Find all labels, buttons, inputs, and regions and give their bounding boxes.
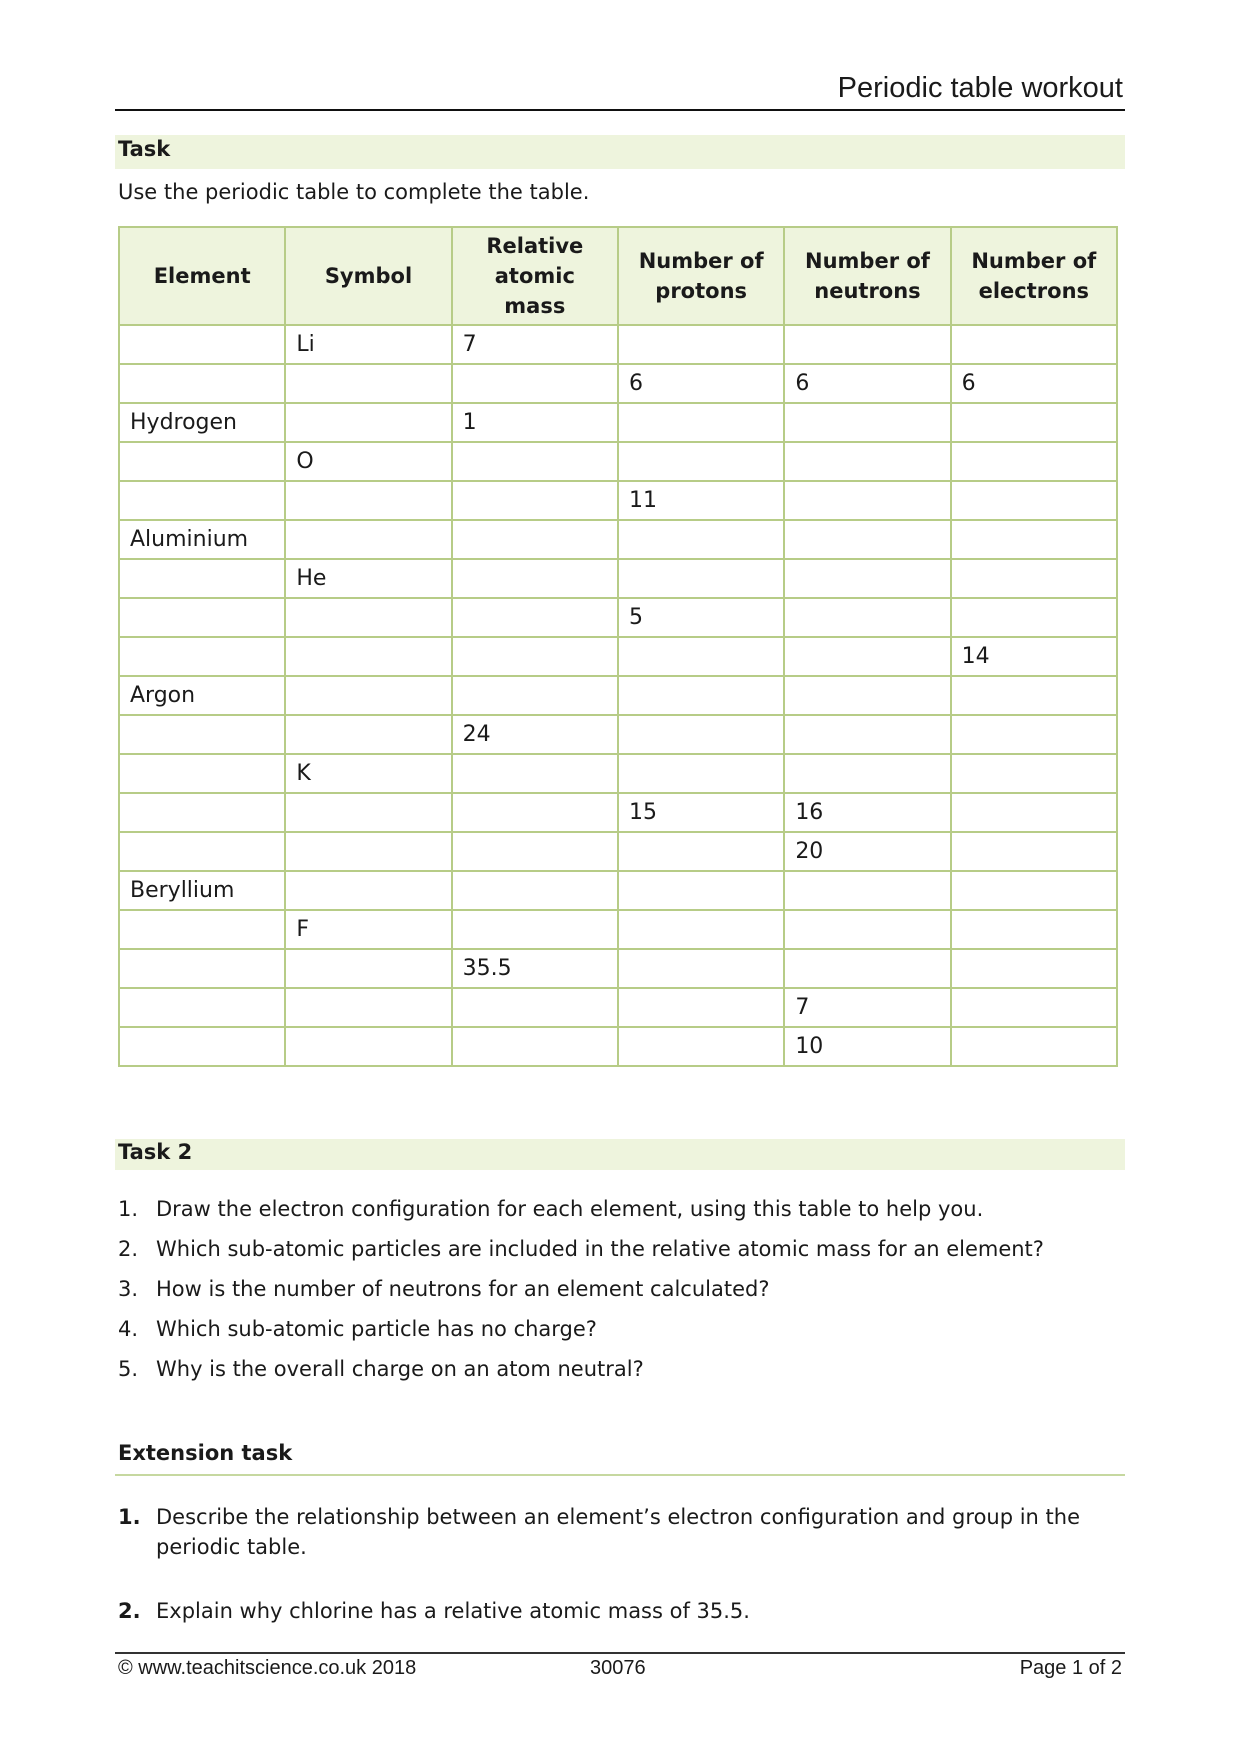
cell-electrons <box>951 988 1117 1027</box>
cell-neutrons <box>784 949 950 988</box>
cell-symbol <box>285 520 451 559</box>
extension-question-list <box>118 1502 1118 1660</box>
question-item <box>118 1354 1118 1384</box>
cell-electrons <box>951 325 1117 364</box>
cell-relative-atomic-mass <box>452 676 618 715</box>
cell-neutrons <box>784 325 950 364</box>
cell-relative-atomic-mass <box>452 481 618 520</box>
cell-relative-atomic-mass <box>452 442 618 481</box>
cell-electrons <box>951 910 1117 949</box>
cell-protons: 6 <box>618 364 784 403</box>
cell-symbol: Li <box>285 325 451 364</box>
question-text: Why is the overall charge on an atom neutral? <box>156 1357 644 1381</box>
cell-relative-atomic-mass: 35.5 <box>452 949 618 988</box>
cell-relative-atomic-mass <box>452 793 618 832</box>
cell-protons <box>618 832 784 871</box>
question-number: 5. <box>118 1357 139 1381</box>
question-number: 2. <box>118 1237 139 1261</box>
question-text: How is the number of neutrons for an element calculated? <box>156 1277 770 1301</box>
extension-heading: Extension task <box>118 1441 293 1465</box>
cell-neutrons <box>784 676 950 715</box>
table-row <box>119 403 1117 442</box>
cell-protons <box>618 559 784 598</box>
table-row <box>119 949 1117 988</box>
cell-neutrons <box>784 559 950 598</box>
cell-electrons <box>951 832 1117 871</box>
cell-element: Aluminium <box>119 520 285 559</box>
cell-element <box>119 442 285 481</box>
cell-protons: 15 <box>618 793 784 832</box>
cell-neutrons <box>784 598 950 637</box>
table-row <box>119 481 1117 520</box>
cell-element <box>119 364 285 403</box>
cell-element <box>119 832 285 871</box>
cell-symbol <box>285 637 451 676</box>
cell-element <box>119 481 285 520</box>
page-title: Periodic table workout <box>837 72 1123 104</box>
cell-relative-atomic-mass <box>452 871 618 910</box>
cell-electrons <box>951 520 1117 559</box>
cell-relative-atomic-mass <box>452 988 618 1027</box>
cell-relative-atomic-mass <box>452 520 618 559</box>
cell-relative-atomic-mass <box>452 559 618 598</box>
cell-element <box>119 559 285 598</box>
cell-element <box>119 949 285 988</box>
cell-symbol <box>285 949 451 988</box>
cell-relative-atomic-mass <box>452 364 618 403</box>
cell-electrons <box>951 442 1117 481</box>
cell-neutrons <box>784 520 950 559</box>
question-number: 3. <box>118 1277 139 1301</box>
cell-relative-atomic-mass <box>452 637 618 676</box>
cell-relative-atomic-mass <box>452 1027 618 1066</box>
table-row <box>119 910 1117 949</box>
column-header-protons: Number of protons <box>618 227 784 325</box>
question-number: 2. <box>118 1599 141 1623</box>
cell-electrons <box>951 559 1117 598</box>
cell-relative-atomic-mass <box>452 832 618 871</box>
cell-symbol: O <box>285 442 451 481</box>
question-text: Describe the relationship between an element’s electron configuration and group in the periodic table. <box>156 1505 1081 1559</box>
table-row <box>119 520 1117 559</box>
cell-protons <box>618 403 784 442</box>
cell-element <box>119 988 285 1027</box>
question-item <box>118 1234 1118 1264</box>
column-header-neutrons: Number of neutrons <box>784 227 950 325</box>
cell-electrons: 6 <box>951 364 1117 403</box>
cell-protons <box>618 442 784 481</box>
cell-symbol: K <box>285 754 451 793</box>
column-header-symbol: Symbol <box>285 227 451 325</box>
column-header-relative-atomic-mass: Relative atomic mass <box>452 227 618 325</box>
task2-heading: Task 2 <box>118 1140 193 1164</box>
table-row <box>119 637 1117 676</box>
question-number: 1. <box>118 1505 141 1529</box>
cell-element <box>119 715 285 754</box>
cell-symbol <box>285 1027 451 1066</box>
column-header-element: Element <box>119 227 285 325</box>
table-row <box>119 832 1117 871</box>
cell-element <box>119 598 285 637</box>
question-text: Which sub-atomic particle has no charge? <box>156 1317 597 1341</box>
cell-protons <box>618 520 784 559</box>
cell-neutrons <box>784 754 950 793</box>
cell-symbol: He <box>285 559 451 598</box>
footer-resource-code: 30076 <box>590 1657 646 1679</box>
cell-relative-atomic-mass <box>452 598 618 637</box>
cell-element <box>119 754 285 793</box>
extension-divider <box>115 1474 1125 1476</box>
cell-element: Hydrogen <box>119 403 285 442</box>
cell-element: Beryllium <box>119 871 285 910</box>
cell-electrons <box>951 676 1117 715</box>
cell-symbol: F <box>285 910 451 949</box>
cell-neutrons: 16 <box>784 793 950 832</box>
cell-protons <box>618 715 784 754</box>
cell-electrons <box>951 1027 1117 1066</box>
cell-electrons <box>951 403 1117 442</box>
task2-question-list <box>118 1194 1118 1394</box>
footer-page-number: Page 1 of 2 <box>1019 1657 1122 1679</box>
cell-element <box>119 910 285 949</box>
cell-electrons <box>951 481 1117 520</box>
table-row <box>119 559 1117 598</box>
cell-symbol <box>285 715 451 754</box>
cell-protons <box>618 910 784 949</box>
table-row <box>119 988 1117 1027</box>
cell-neutrons: 20 <box>784 832 950 871</box>
title-divider <box>115 109 1125 111</box>
cell-neutrons: 7 <box>784 988 950 1027</box>
cell-neutrons: 6 <box>784 364 950 403</box>
cell-electrons: 14 <box>951 637 1117 676</box>
element-table <box>118 226 1118 1067</box>
cell-protons <box>618 637 784 676</box>
table-row <box>119 598 1117 637</box>
table-row <box>119 325 1117 364</box>
cell-element <box>119 793 285 832</box>
cell-protons <box>618 325 784 364</box>
cell-symbol <box>285 481 451 520</box>
question-text: Draw the electron configuration for each element, using this table to help you. <box>156 1197 984 1221</box>
table-row <box>119 715 1117 754</box>
cell-electrons <box>951 871 1117 910</box>
cell-neutrons <box>784 403 950 442</box>
table-header-row <box>119 227 1117 325</box>
cell-neutrons <box>784 481 950 520</box>
table-row <box>119 364 1117 403</box>
table-row <box>119 871 1117 910</box>
question-item <box>118 1314 1118 1344</box>
cell-symbol <box>285 403 451 442</box>
table-row <box>119 793 1117 832</box>
cell-protons: 5 <box>618 598 784 637</box>
cell-relative-atomic-mass: 24 <box>452 715 618 754</box>
cell-protons <box>618 754 784 793</box>
question-text: Which sub-atomic particles are included in the relative atomic mass for an element? <box>156 1237 1044 1261</box>
cell-element <box>119 637 285 676</box>
cell-relative-atomic-mass <box>452 754 618 793</box>
cell-protons <box>618 1027 784 1066</box>
cell-protons <box>618 949 784 988</box>
cell-symbol <box>285 988 451 1027</box>
cell-element: Argon <box>119 676 285 715</box>
cell-symbol <box>285 793 451 832</box>
cell-symbol <box>285 598 451 637</box>
cell-protons <box>618 676 784 715</box>
cell-relative-atomic-mass <box>452 910 618 949</box>
table-row <box>119 676 1117 715</box>
task-instruction: Use the periodic table to complete the table. <box>118 180 590 204</box>
cell-symbol <box>285 871 451 910</box>
task2-heading-band <box>115 1139 1125 1170</box>
table-row <box>119 442 1117 481</box>
column-header-electrons: Number of electrons <box>951 227 1117 325</box>
question-item <box>118 1596 1118 1626</box>
table-row <box>119 754 1117 793</box>
cell-element <box>119 325 285 364</box>
cell-electrons <box>951 754 1117 793</box>
cell-neutrons: 10 <box>784 1027 950 1066</box>
cell-symbol <box>285 676 451 715</box>
question-number: 1. <box>118 1197 139 1221</box>
cell-electrons <box>951 793 1117 832</box>
question-item <box>118 1502 1118 1562</box>
cell-electrons <box>951 598 1117 637</box>
cell-neutrons <box>784 637 950 676</box>
task-heading-band <box>115 135 1125 169</box>
question-number: 4. <box>118 1317 139 1341</box>
question-item <box>118 1274 1118 1304</box>
cell-electrons <box>951 715 1117 754</box>
cell-neutrons <box>784 871 950 910</box>
cell-neutrons <box>784 910 950 949</box>
cell-relative-atomic-mass: 1 <box>452 403 618 442</box>
cell-relative-atomic-mass: 7 <box>452 325 618 364</box>
question-text: Explain why chlorine has a relative atomic mass of 35.5. <box>156 1599 750 1623</box>
footer-divider <box>115 1652 1125 1654</box>
question-item <box>118 1194 1118 1224</box>
footer-copyright: © www.teachitscience.co.uk 2018 <box>118 1657 417 1679</box>
cell-symbol <box>285 832 451 871</box>
table-row <box>119 1027 1117 1066</box>
cell-protons <box>618 871 784 910</box>
cell-symbol <box>285 364 451 403</box>
table-body <box>119 325 1117 1066</box>
cell-protons: 11 <box>618 481 784 520</box>
cell-protons <box>618 988 784 1027</box>
cell-electrons <box>951 949 1117 988</box>
cell-neutrons <box>784 715 950 754</box>
task-heading: Task <box>118 137 171 161</box>
cell-element <box>119 1027 285 1066</box>
cell-neutrons <box>784 442 950 481</box>
